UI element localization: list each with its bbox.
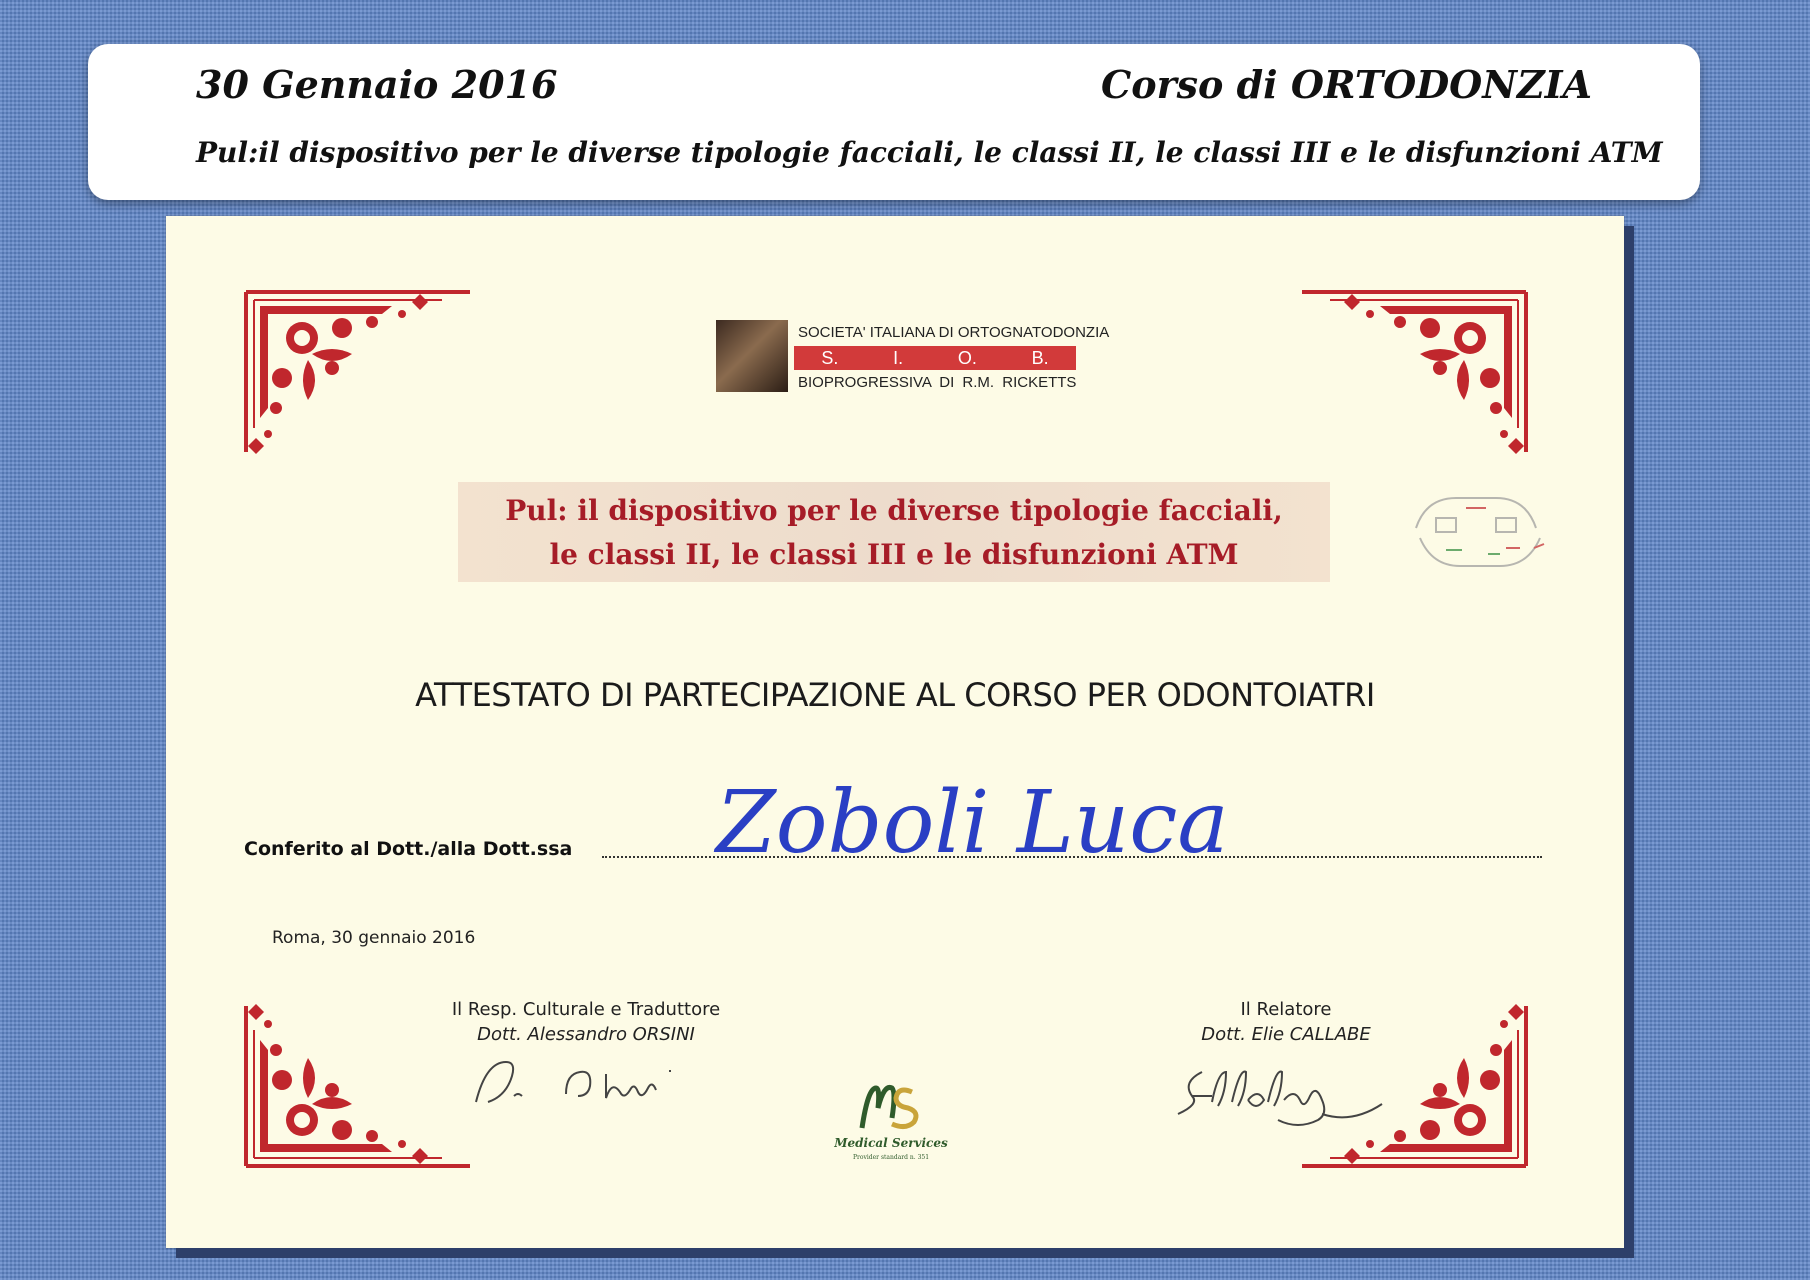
recipient-name-handwritten	[706, 756, 1229, 876]
banner-course-title: Corso di ORTODONZIA	[1101, 62, 1592, 107]
corner-ornament-top-left	[242, 288, 474, 456]
ms-monogram-icon	[856, 1078, 926, 1138]
corner-ornament-top-right	[1298, 288, 1530, 456]
medical-services-logo	[826, 1078, 956, 1188]
place-date: Roma, 30 gennaio 2016	[272, 928, 476, 948]
logo-acronym-letter: I.	[893, 347, 904, 368]
ornament-icon	[1298, 288, 1530, 456]
signature-image	[1172, 1052, 1412, 1132]
cultural-manager-name: Dott. Alessandro ORSINI	[477, 1024, 695, 1045]
logo-society-name: SOCIETA' ITALIANA DI ORTOGNATODONZIA	[798, 324, 1110, 341]
signature-callabe	[1172, 1052, 1412, 1132]
header-banner	[88, 44, 1700, 200]
handwriting-image	[706, 756, 1229, 876]
banner-date: 30 Gennaio 2016	[196, 62, 558, 107]
logo-acronym-band	[794, 346, 1076, 370]
medical-services-name: Medical Services	[834, 1136, 948, 1150]
banner-subtitle: Pul:il dispositivo per le diverse tipologie facciali, le classi II, le classi III e le disfunzioni ATM	[196, 136, 1663, 169]
certificate-heading: ATTESTATO DI PARTECIPAZIONE AL CORSO PER ODONTOIATRI	[415, 676, 1375, 714]
portrait-image	[716, 320, 788, 392]
course-title-line-1: Pul: il dispositivo per le diverse tipologie facciali,	[505, 494, 1283, 527]
logo-acronym-letter: S.	[821, 347, 839, 368]
speaker-role: Il Relatore	[1240, 999, 1332, 1020]
ornament-icon	[242, 288, 474, 456]
course-title-line-2: le classi II, le classi III e le disfunzioni ATM	[549, 538, 1239, 571]
cultural-manager-role: Il Resp. Culturale e Traduttore	[451, 999, 721, 1020]
signature-image	[456, 1044, 716, 1124]
speaker-name: Dott. Elie CALLABE	[1201, 1024, 1371, 1045]
conferred-to-label: Conferito al Dott./alla Dott.ssa	[244, 838, 573, 860]
logo-subtitle: BIOPROGRESSIVA DI R.M. RICKETTS	[798, 374, 1077, 391]
society-logo	[716, 320, 1110, 396]
medical-services-provider: Provider standard n. 351	[852, 1154, 930, 1161]
course-title-box	[458, 482, 1330, 582]
appliance-sketch-image	[1406, 488, 1556, 578]
certificate	[166, 216, 1624, 1248]
recipient-name-text: Zoboli Luca	[716, 773, 1229, 873]
logo-acronym-letter: B.	[1031, 347, 1049, 368]
logo-acronym-letter: O.	[957, 347, 977, 368]
signature-orsini	[456, 1044, 716, 1124]
